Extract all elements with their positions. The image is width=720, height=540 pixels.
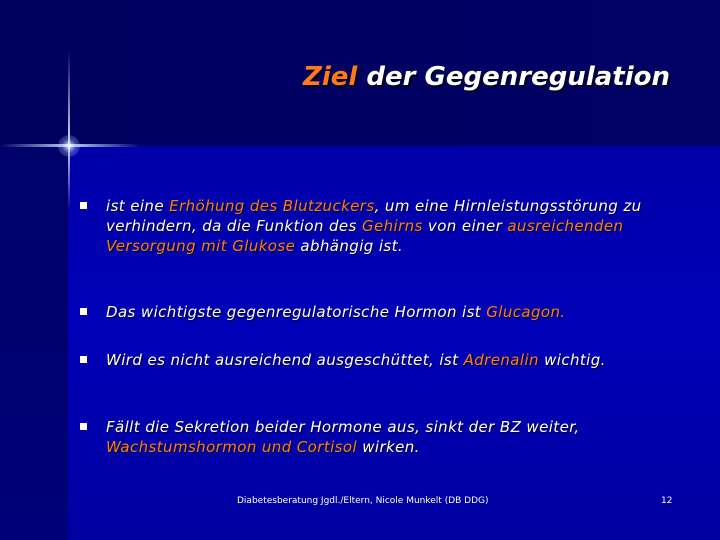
square-bullet-icon: [80, 308, 87, 315]
bullet-item: [80, 350, 680, 370]
bullet-text-segment: ist eine: [106, 197, 170, 215]
bullet-text: [106, 302, 666, 322]
highlighted-term: Glucagon.: [486, 303, 566, 321]
bullet-text-segment: wirken.: [357, 438, 420, 456]
bullet-text: [106, 350, 666, 370]
bullet-text-segment: von einer: [422, 217, 508, 235]
highlighted-term: Wachstumshormon und Cortisol: [106, 438, 358, 456]
highlighted-term: ausreichenden Versorgung mit Glukose: [106, 217, 624, 255]
bullet-text: [106, 196, 666, 256]
bullet-text-segment: , um eine Hirnleistungsstörung zu verhindern, da die Funktion des: [106, 197, 642, 235]
bullet-text-segment: Fällt die Sekretion beider Hormone aus, sinkt der BZ weiter,: [106, 418, 580, 436]
page-number: 12: [661, 496, 673, 506]
bullet-item: [80, 302, 680, 322]
square-bullet-icon: [80, 202, 87, 209]
bullet-text-segment: Das wichtigste gegenregulatorische Hormon ist: [106, 303, 487, 321]
highlighted-term: Adrenalin: [463, 351, 539, 369]
square-bullet-icon: [80, 356, 87, 363]
footer-text: Diabetesberatung Jgdl./Eltern, Nicole Munkelt (DB DDG): [237, 496, 489, 506]
square-bullet-icon: [80, 423, 87, 430]
bullet-item: [80, 417, 680, 457]
slide-title-rest: der Gegenregulation: [357, 62, 670, 92]
highlighted-term: Erhöhung des Blutzuckers: [169, 197, 375, 215]
bullet-item: [80, 196, 680, 256]
bullet-text-segment: wichtig.: [538, 351, 606, 369]
bullet-text-segment: abhängig ist.: [295, 237, 404, 255]
bullet-text-segment: Wird es nicht ausreichend ausgeschüttet, ist: [106, 351, 464, 369]
bullet-text: [106, 417, 666, 457]
highlighted-term: Gehirns: [361, 217, 423, 235]
slide-title-accent: Ziel: [303, 62, 358, 92]
